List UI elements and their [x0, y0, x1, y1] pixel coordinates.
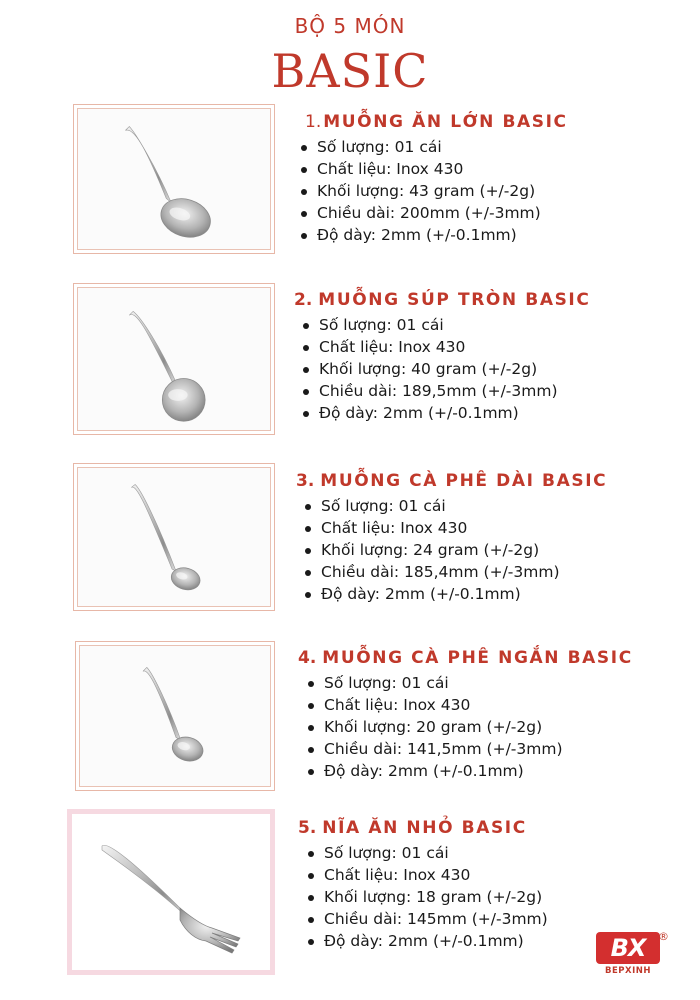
- product-title: [305, 110, 568, 134]
- spec-weight: Khối lượng: 20 gram (+/-2g): [306, 716, 633, 738]
- spec-list: [306, 842, 548, 952]
- product-image-frame-4: [75, 641, 275, 791]
- spec-thickness: Độ dày: 2mm (+/-0.1mm): [301, 402, 590, 424]
- spec-thickness: Độ dày: 2mm (+/-0.1mm): [306, 760, 633, 782]
- long-coffee-spoon-image: [78, 468, 270, 606]
- spec-material: Chất liệu: Inox 430: [301, 336, 590, 358]
- spec-list: [299, 136, 568, 246]
- product-image-panel: [72, 814, 270, 970]
- product-number: 2.: [294, 290, 313, 310]
- spec-material: Chất liệu: Inox 430: [306, 694, 633, 716]
- spec-list: [301, 314, 590, 424]
- spec-quantity: Số lượng: 01 cái: [303, 495, 607, 517]
- spec-material: Chất liệu: Inox 430: [306, 864, 548, 886]
- product-image-panel: [77, 287, 271, 431]
- spec-weight: Khối lượng: 18 gram (+/-2g): [306, 886, 548, 908]
- spec-length: Chiều dài: 185,4mm (+/-3mm): [303, 561, 607, 583]
- spec-quantity: Số lượng: 01 cái: [301, 314, 590, 336]
- spec-weight: Khối lượng: 43 gram (+/-2g): [299, 180, 568, 202]
- spec-weight: Khối lượng: 24 gram (+/-2g): [303, 539, 607, 561]
- registered-mark: ®: [658, 930, 669, 943]
- product-image-frame-1: [73, 104, 275, 254]
- spec-thickness: Độ dày: 2mm (+/-0.1mm): [306, 930, 548, 952]
- product-name: MUỖNG CÀ PHÊ DÀI BASIC: [320, 471, 608, 491]
- spec-weight: Khối lượng: 40 gram (+/-2g): [301, 358, 590, 380]
- logo-mark: BX: [596, 932, 660, 964]
- spec-thickness: Độ dày: 2mm (+/-0.1mm): [303, 583, 607, 605]
- product-block-4: [298, 646, 633, 782]
- brand-logo: [594, 932, 674, 988]
- small-fork-image: [72, 814, 270, 970]
- product-number: 4.: [298, 648, 317, 668]
- product-image-frame-2: [73, 283, 275, 435]
- product-image-panel: [77, 108, 271, 250]
- spec-list: [303, 495, 607, 605]
- product-image-panel: [79, 645, 271, 787]
- product-name: NĨA ĂN NHỎ BASIC: [322, 818, 527, 838]
- product-name: MUỖNG CÀ PHÊ NGẮN BASIC: [322, 648, 633, 668]
- spec-material: Chất liệu: Inox 430: [303, 517, 607, 539]
- spec-quantity: Số lượng: 01 cái: [306, 672, 633, 694]
- spec-thickness: Độ dày: 2mm (+/-0.1mm): [299, 224, 568, 246]
- spec-length: Chiều dài: 141,5mm (+/-3mm): [306, 738, 633, 760]
- large-spoon-image: [78, 109, 270, 249]
- product-name: MUỖNG ĂN LỚN BASIC: [323, 112, 568, 132]
- set-title: BASIC: [271, 44, 429, 98]
- product-block-3: [296, 469, 607, 605]
- product-number: 3.: [296, 471, 315, 491]
- product-title: [298, 816, 548, 840]
- product-block-2: [294, 288, 590, 424]
- product-block-1: [305, 110, 568, 246]
- set-subtitle: BỘ 5 MÓN: [294, 14, 406, 38]
- spec-quantity: Số lượng: 01 cái: [306, 842, 548, 864]
- product-title: [296, 469, 607, 493]
- product-title: [294, 288, 590, 312]
- product-number: 5.: [298, 818, 317, 838]
- spec-length: Chiều dài: 145mm (+/-3mm): [306, 908, 548, 930]
- spec-length: Chiều dài: 200mm (+/-3mm): [299, 202, 568, 224]
- logo-brand-name: BEPXINH: [605, 966, 651, 976]
- spec-length: Chiều dài: 189,5mm (+/-3mm): [301, 380, 590, 402]
- spec-quantity: Số lượng: 01 cái: [299, 136, 568, 158]
- spec-material: Chất liệu: Inox 430: [299, 158, 568, 180]
- product-name: MUỖNG SÚP TRÒN BASIC: [318, 290, 591, 310]
- spec-list: [306, 672, 633, 782]
- product-image-panel: [77, 467, 271, 607]
- product-image-frame-3: [73, 463, 275, 611]
- round-soup-spoon-image: [78, 288, 270, 430]
- short-coffee-spoon-image: [80, 646, 270, 786]
- product-image-frame-5: [67, 809, 275, 975]
- product-title: [298, 646, 633, 670]
- product-block-5: [298, 816, 548, 952]
- product-number: 1.: [305, 112, 322, 132]
